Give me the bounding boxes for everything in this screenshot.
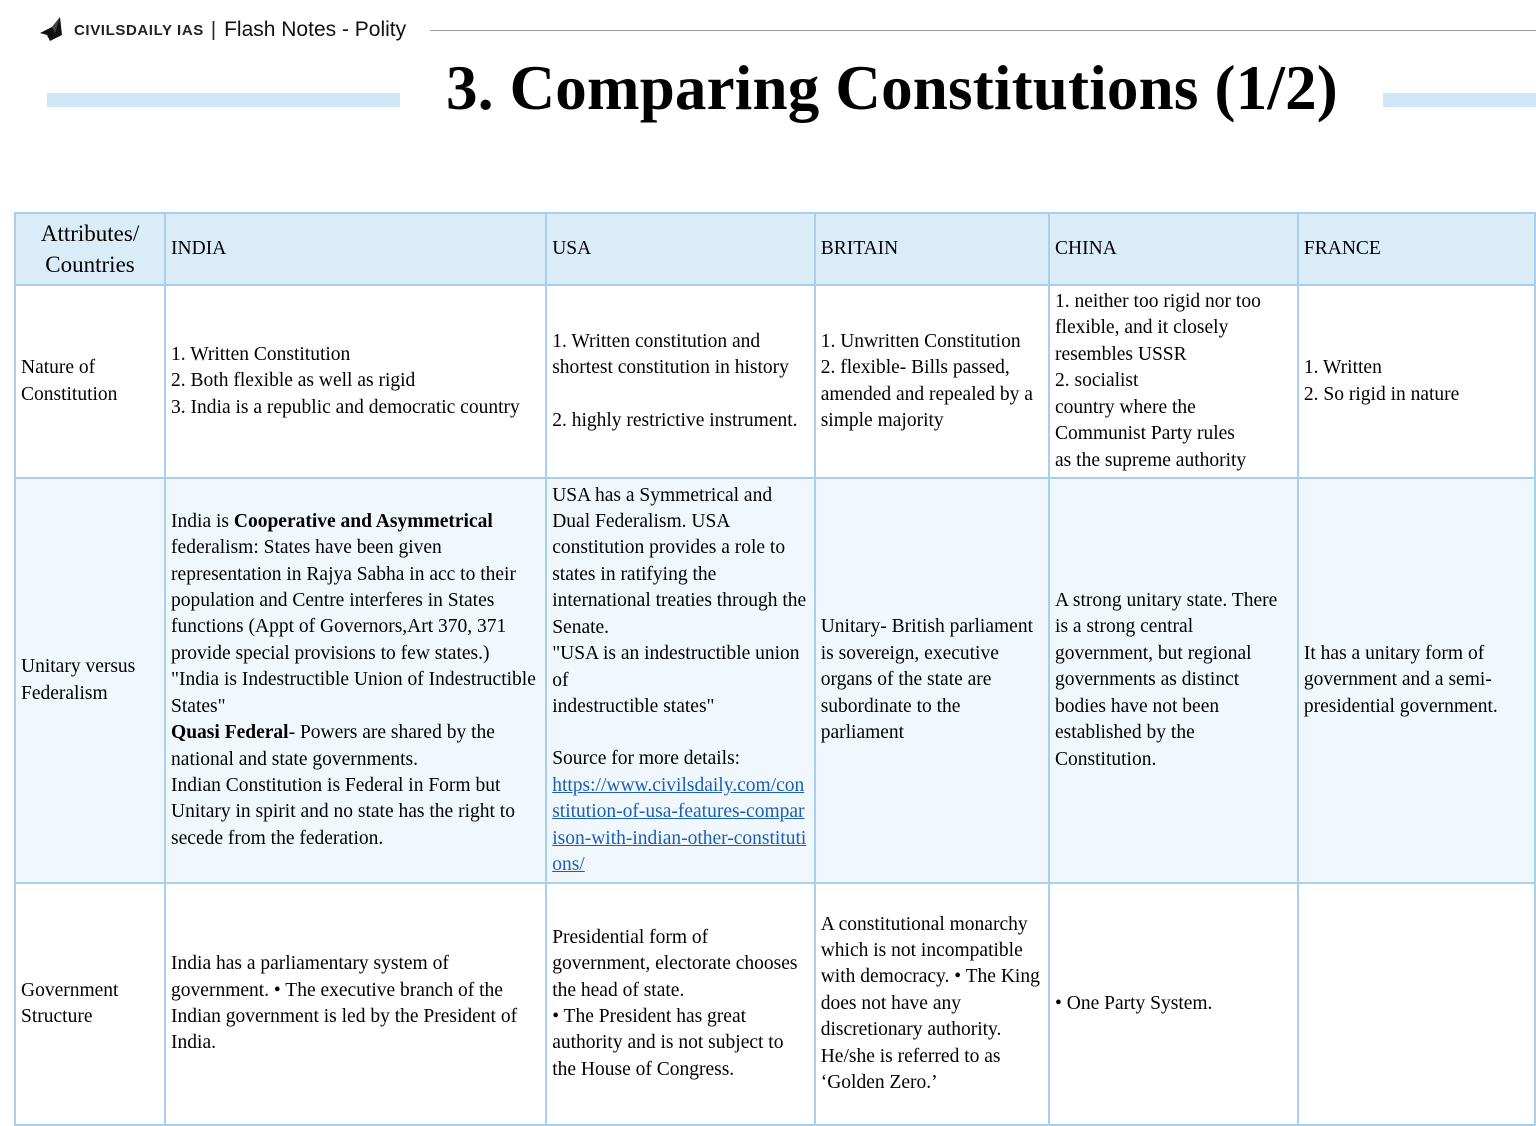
cell-china-nature: 1. neither too rigid nor too flexible, and it closely resembles USSR 2. socialist country where the Communist Party rules as the supreme authority: [1049, 285, 1298, 478]
title-accent-right: [1383, 93, 1536, 107]
cell-china-government: • One Party System.: [1049, 883, 1298, 1125]
cell-france-government: [1298, 883, 1535, 1125]
header-france: FRANCE: [1298, 213, 1535, 285]
table-row: [15, 883, 1535, 1125]
row-label-government: Government Structure: [15, 883, 165, 1125]
cell-india-nature: 1. Written Constitution 2. Both flexible as well as rigid 3. India is a republic and democratic country: [165, 285, 546, 478]
title-accent-left: [47, 93, 400, 107]
cell-france-nature: 1. Written 2. So rigid in nature: [1298, 285, 1535, 478]
cell-usa-unitary: USA has a Symmetrical and Dual Federalism. USA constitution provides a role to states in ratifying the international treaties through the Senate. "USA is an indestructible union of indestructible states" Source for more details: https://www.civilsdaily.com/constitution-of-usa-features-comparison-with-indian-other-constitutions/: [546, 478, 815, 883]
brand-header: [38, 12, 406, 48]
row-label-unitary: Unitary versus Federalism: [15, 478, 165, 883]
cell-india-unitary: India is Cooperative and Asymmetrical federalism: States have been given representation in Rajya Sabha in acc to their population and Centre interferes in States functions (Appt of Governors,Art 370, 371 provide special provisions to few states.) "India is Indestructible Union of Indestructible States" Quasi Federal- Powers are shared by the national and state governments. Indian Constitution is Federal in Form but Unitary in spirit and no state has the right to secede from the federation.: [165, 478, 546, 883]
table-row: [15, 478, 1535, 883]
cell-france-unitary: It has a unitary form of government and a semi-presidential government.: [1298, 478, 1535, 883]
page-title: 3. Comparing Constitutions (1/2): [446, 53, 1338, 123]
header-britain: BRITAIN: [815, 213, 1049, 285]
table-header-row: [15, 213, 1535, 285]
header-india: INDIA: [165, 213, 546, 285]
header-usa: USA: [546, 213, 815, 285]
civilsdaily-logo-icon: [38, 15, 68, 45]
table-row: [15, 285, 1535, 478]
cell-india-government: India has a parliamentary system of government. • The executive branch of the Indian government is led by the President of India.: [165, 883, 546, 1125]
header-china: CHINA: [1049, 213, 1298, 285]
cell-britain-unitary: Unitary- British parliament is sovereign, executive organs of the state are subordinate to the parliament: [815, 478, 1049, 883]
row-label-nature: Nature of Constitution: [15, 285, 165, 478]
cell-china-unitary: A strong unitary state. There is a strong central government, but regional governments as distinct bodies have not been established by the Constitution.: [1049, 478, 1298, 883]
brand-separator: |: [210, 18, 217, 41]
comparison-table: [14, 212, 1536, 1126]
cell-britain-nature: 1. Unwritten Constitution 2. flexible- Bills passed, amended and repealed by a simple majority: [815, 285, 1049, 478]
cell-usa-nature: 1. Written constitution and shortest constitution in history 2. highly restrictive instrument.: [546, 285, 815, 478]
usa-source-link[interactable]: https://www.civilsdaily.com/constitution-of-usa-features-comparison-with-indian-other-constitutions/: [552, 774, 807, 875]
cell-usa-government: Presidential form of government, electorate chooses the head of state. • The President has great authority and is not subject to the House of Congress.: [546, 883, 815, 1125]
cell-britain-government: A constitutional monarchy which is not incompatible with democracy. • The King does not have any discretionary authority. He/she is referred to as ‘Golden Zero.’: [815, 883, 1049, 1125]
header-attributes-countries: Attributes/ Countries: [15, 213, 165, 285]
header-rule: [430, 30, 1536, 31]
brand-name: CIVILSDAILY IAS: [74, 21, 204, 39]
brand-subtitle: Flash Notes - Polity: [224, 18, 407, 41]
